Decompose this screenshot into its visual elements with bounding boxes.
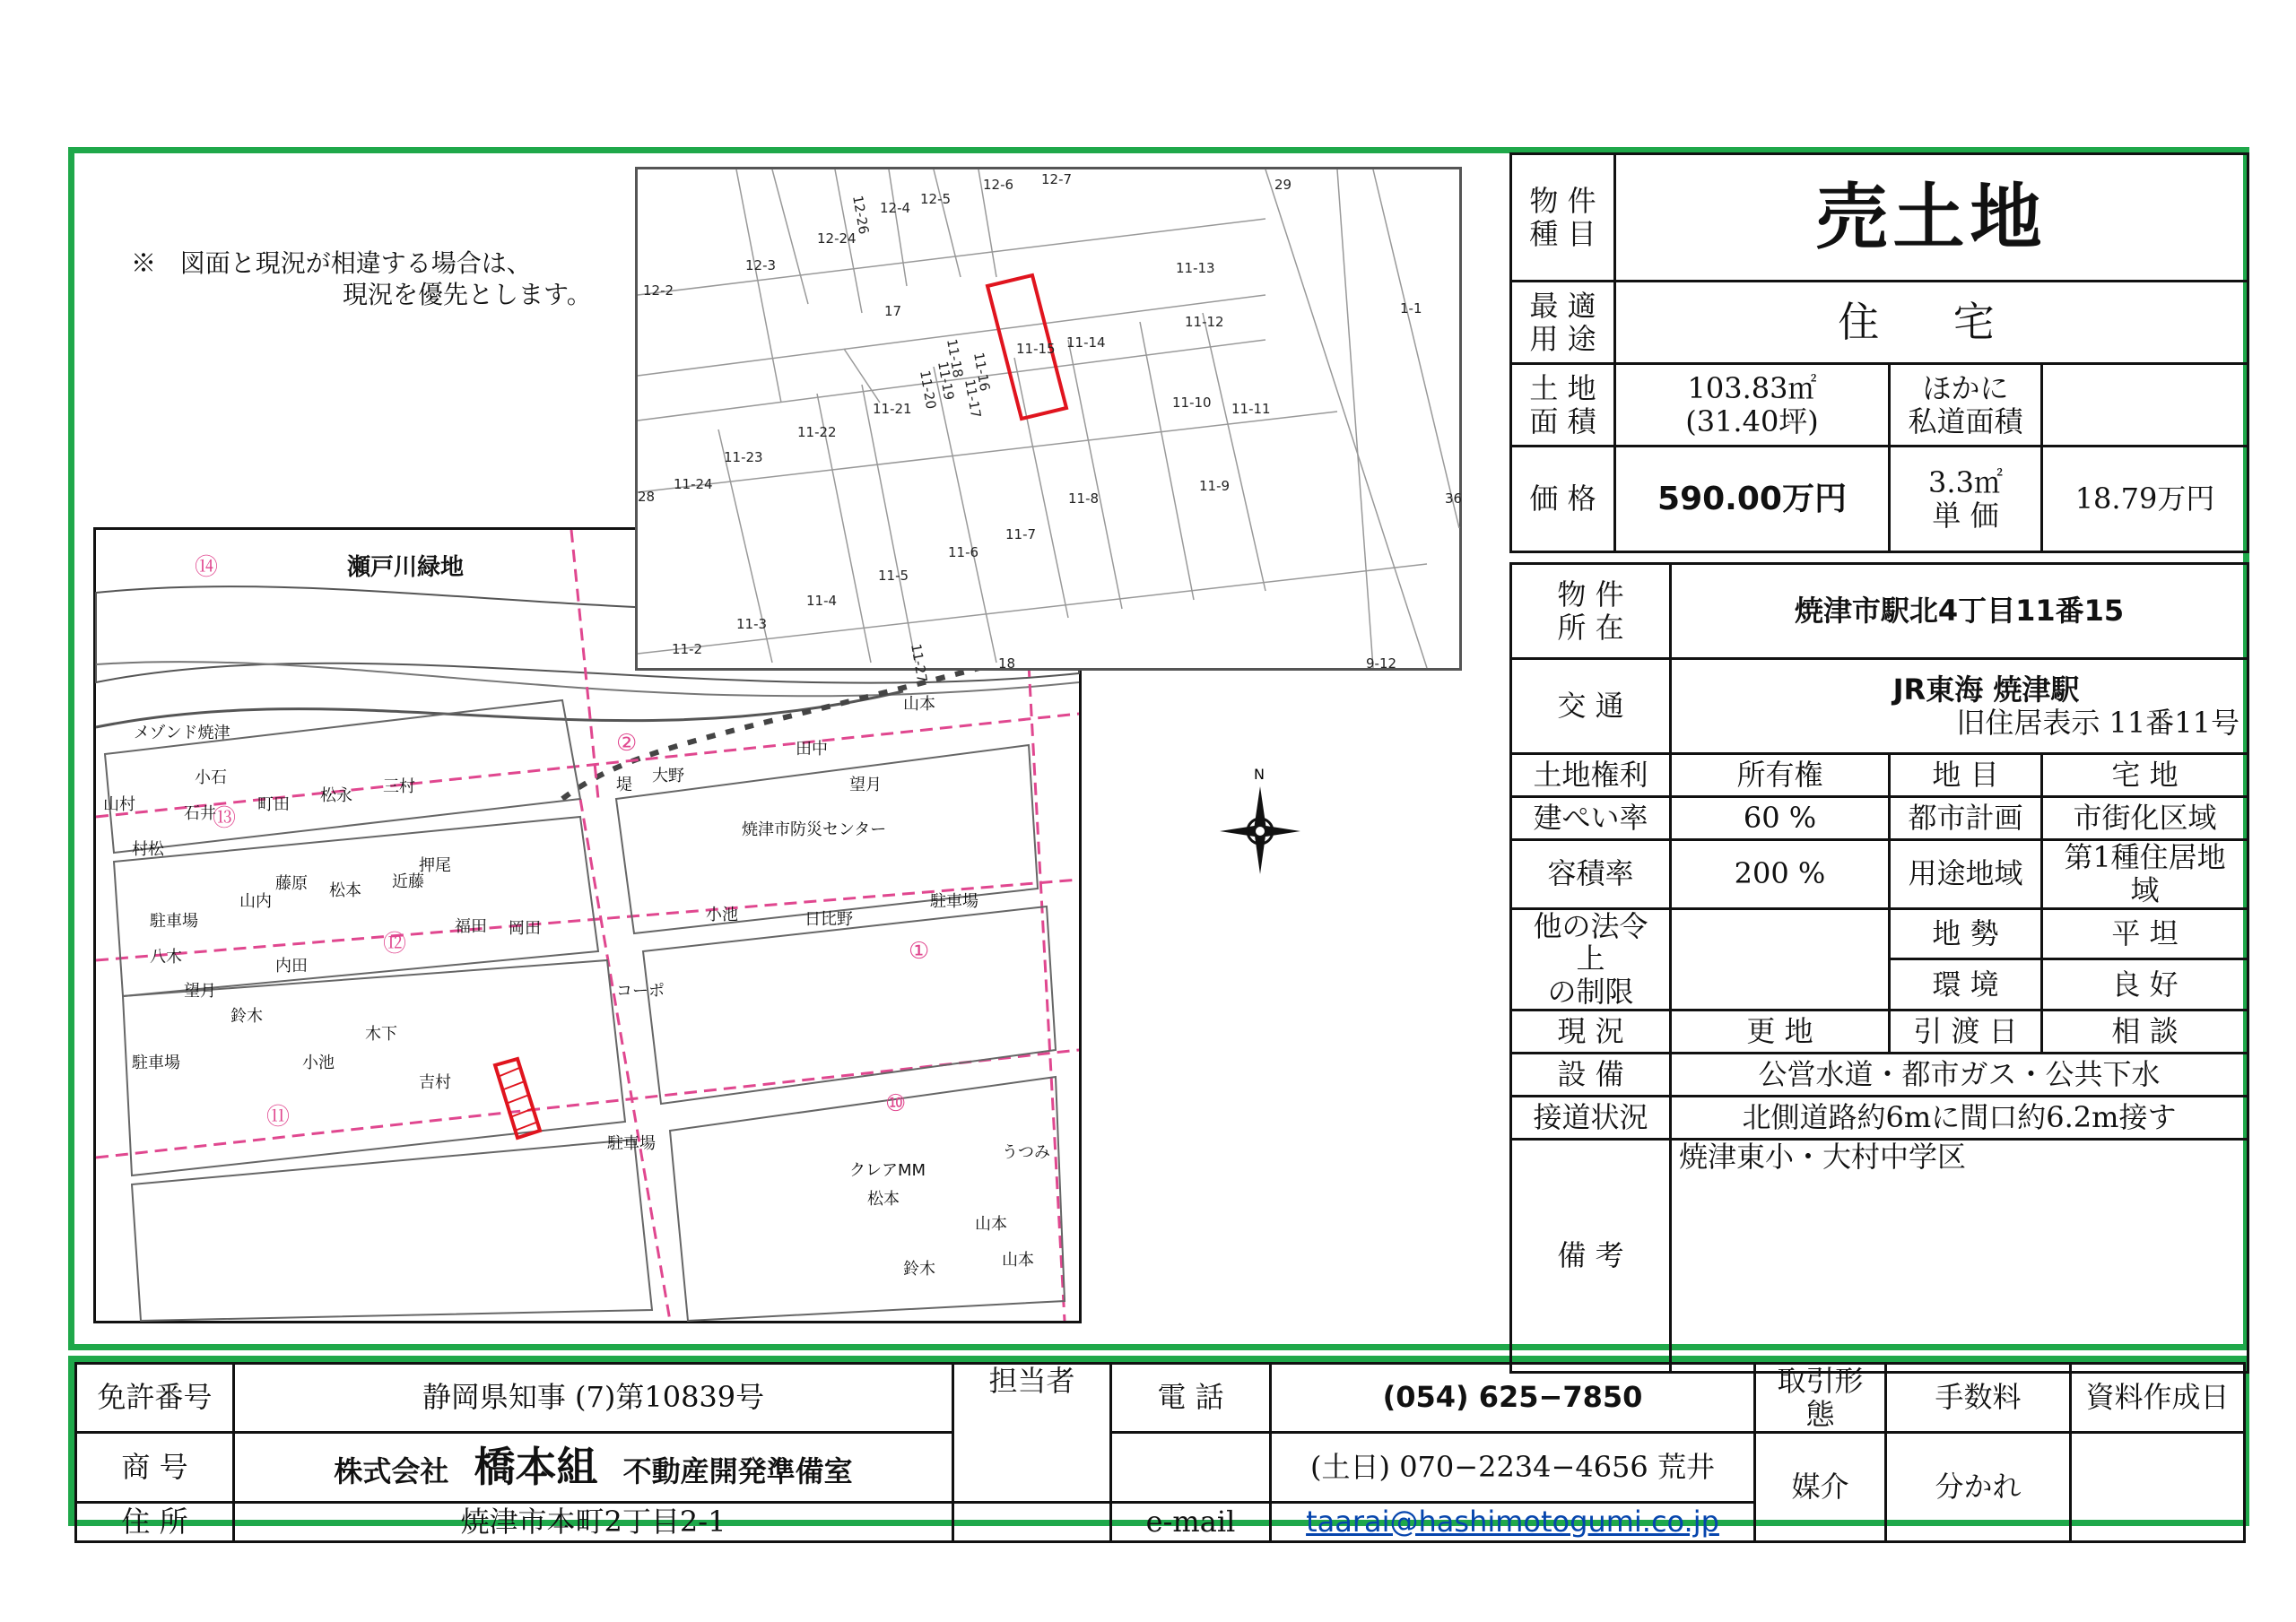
map-label: 小池 [302,1054,335,1072]
lot-number: 12-4 [880,200,911,216]
tel-value: (054) 625−7850 [1271,1364,1755,1433]
road-value: 北側道路約6mに間口約6.2m接す [1671,1096,2248,1139]
company-label: 商 号 [76,1432,234,1502]
old-address: 旧住居表示 11番11号 [1956,705,2239,740]
map-label: 山本 [903,695,935,714]
lot-number: 12-24 [817,230,857,247]
map-label: 近藤 [392,872,424,891]
footer [74,1362,2243,1539]
map-label: 松本 [867,1190,900,1209]
block-number: ⑬ [213,805,237,832]
note-mark: ※ [131,248,157,278]
map-label: 石井 [184,804,216,823]
lot-number: 29 [1274,177,1292,193]
land-right-value: 所有権 [1671,754,1890,797]
fee-value: 分かれ [1886,1432,2071,1541]
green-label: 瀬戸川緑地 [347,554,465,581]
trade-value: 媒介 [1755,1432,1886,1541]
company-suffix: 不動産開発準備室 [622,1453,853,1488]
map-label: 松本 [329,881,361,900]
license-label: 免許番号 [76,1364,234,1433]
lot-number: 11-27 [908,642,931,684]
block-number: ⑭ [195,554,219,581]
property-info [1509,152,2247,1345]
block-number: ② [616,730,638,757]
zoning-label: 用途地域 [1890,840,2042,909]
lot-number: 12-6 [983,177,1014,193]
status-value: 更 地 [1671,1010,1890,1053]
lot-number: 12-5 [920,191,952,207]
map-label: 八木 [150,948,182,967]
facility-label: 設 備 [1511,1053,1671,1096]
map-label: 駐車場 [607,1134,656,1153]
lot-number: 11-18 [944,337,967,379]
lot-number: 11-7 [1005,526,1037,542]
lot-number: 11-20 [917,369,940,411]
map-label: 吉村 [419,1073,451,1092]
lot-number: 11-10 [1172,395,1212,411]
land-category-value: 宅 地 [2042,754,2248,797]
address-label: 住 所 [76,1502,234,1541]
far-label: 容積率 [1511,840,1671,909]
map-label: 堤 [616,776,632,794]
map-label: 大野 [652,767,684,785]
remarks-label: 備 考 [1511,1139,1671,1372]
block-number: ⑪ [266,1104,291,1131]
fee-label: 手数料 [1886,1364,2071,1433]
traffic-value: JR東海 焼津駅 [1892,672,2080,707]
staff-value [953,1502,1111,1541]
email-label: e-mail [1111,1502,1271,1541]
lot-number: 11-21 [873,401,912,417]
map-label: 山本 [1002,1251,1034,1270]
city-plan-label: 都市計画 [1890,797,2042,840]
type-label: 物 件 種 目 [1511,154,1615,282]
lot-number: 12-3 [745,257,777,273]
lot-number: 9-12 [1366,655,1397,672]
map-label: 望月 [184,982,216,1001]
address-value: 焼津市本町2丁目2-1 [234,1502,953,1541]
map-label: 焼津市防災センター [742,820,887,839]
lot-number: 18 [998,655,1016,672]
map-label: 押尾 [419,856,451,875]
lot-number: 12-2 [643,282,674,299]
lot-number: 11-17 [961,377,985,420]
facility-value: 公営水道・都市ガス・公共下水 [1671,1053,2248,1096]
map-label: 駐車場 [930,892,978,911]
zoning-value: 第1種住居地域 [2042,840,2248,909]
map-label: 村松 [132,840,164,859]
location-value: 焼津市駅北4丁目11番15 [1671,564,2248,659]
land-right-label: 土地権利 [1511,754,1671,797]
traffic-label: 交 通 [1511,659,1671,754]
company-prefix: 株式会社 [334,1453,449,1488]
private-road-label: ほかに 私道面積 [1890,364,2042,447]
coverage-label: 建ぺい率 [1511,797,1671,840]
map-label: 駐車場 [132,1054,180,1072]
unit-price-value: 18.79万円 [2042,447,2248,552]
map-label: 望月 [849,776,882,794]
land-category-label: 地 目 [1890,754,2042,797]
note-line1: 図面と現況が相違する場合は、 [179,248,532,278]
map-label: メゾンド焼津 [134,724,230,742]
map-label: 山内 [239,892,272,911]
map-label: 小池 [706,906,738,924]
use-value: 住 宅 [1615,282,2248,364]
map-label: 福田 [455,917,487,936]
map-label: 三村 [383,777,415,796]
map-label: 鈴木 [903,1260,935,1279]
lot-number: 11-14 [1066,334,1106,351]
lot-number: 11-13 [1176,260,1215,276]
staff-label: 担当者 [953,1364,1111,1503]
lot-number: 11-9 [1199,478,1231,494]
company-name: 橋本組 [474,1442,598,1491]
coverage-value: 60 % [1671,797,1890,840]
traffic-cell [1671,659,2248,754]
lot-number: 28 [638,489,656,505]
map-label: うつみ [1002,1143,1050,1162]
lot-number: 11-12 [1185,314,1224,330]
other-law-value [1671,908,1890,1010]
compass-north: N [1254,766,1265,783]
lot-number: 11-8 [1068,490,1100,507]
map-label: 岡田 [509,919,541,938]
price-value: 590.00万円 [1615,447,1890,552]
lot-number: 11-3 [736,616,768,632]
map-label: コーポ [616,982,665,1001]
block-number: ⑫ [383,931,407,958]
lot-number: 36 [1445,490,1463,507]
date-label: 資料作成日 [2071,1364,2245,1433]
map-label: 小石 [195,768,227,787]
map-label: 松永 [320,786,352,805]
topography-value: 平 坦 [2042,908,2248,959]
unit-price-label: 3.3㎡ 単 価 [1890,447,2042,552]
lot-number: 11-24 [674,476,713,492]
lot-number: 12-7 [1041,171,1073,187]
tel-label: 電 話 [1111,1364,1271,1433]
map-label: 日比野 [804,910,853,929]
map-label: クレアMM [849,1161,926,1180]
block-number: ① [909,938,930,965]
lot-number: 11-19 [935,360,958,402]
private-road-value [2042,364,2248,447]
info-table-top [1509,152,2249,553]
lot-number: 11-16 [970,351,994,393]
topography-label: 地 勢 [1890,908,2042,959]
map-label: 藤原 [275,874,308,893]
remarks-value: 焼津東小・大村中学区 [1671,1139,2248,1372]
handover-value: 相 談 [2042,1010,2248,1053]
info-table-bottom [1509,562,2249,1374]
map-label: 山本 [975,1215,1007,1234]
map-label: 山村 [103,795,135,814]
map-label: 鈴木 [230,1007,263,1026]
handover-label: 引 渡 日 [1890,1010,2042,1053]
company-cell [234,1432,953,1502]
date-value [2071,1432,2245,1541]
compass [1220,767,1300,883]
map-label: 内田 [275,957,308,976]
lot-number: 11-11 [1231,401,1271,417]
city-plan-value: 市街化区域 [2042,797,2248,840]
disclaimer-note [131,247,633,310]
note-line2: 現況を優先とします。 [343,280,592,309]
email-link[interactable]: taarai@hashimotogumi.co.jp [1306,1504,1719,1539]
lot-number: 11-6 [948,544,979,560]
lot-number: 12-26 [849,194,873,236]
map-label: 駐車場 [150,912,198,931]
map-label: 町田 [257,795,290,814]
area-value: 103.83㎡ (31.40坪) [1615,364,1890,447]
license-value: 静岡県知事 (7)第10839号 [234,1364,953,1433]
footer-table [74,1362,2246,1543]
email-cell [1271,1502,1755,1541]
type-value: 売土地 [1615,154,2248,282]
trade-label: 取引形態 [1755,1364,1886,1433]
lot-number: 11-5 [878,568,909,584]
lot-number: 11-22 [797,424,837,440]
environment-label: 環 境 [1890,959,2042,1010]
map-label: 木下 [365,1025,397,1044]
lot-number: 1-1 [1400,300,1422,317]
price-label: 価 格 [1511,447,1615,552]
location-label: 物 件 所 在 [1511,564,1671,659]
lot-number: 17 [884,303,902,319]
detail-map [635,167,1463,684]
road-label: 接道状況 [1511,1096,1671,1139]
far-value: 200 % [1671,840,1890,909]
status-label: 現 況 [1511,1010,1671,1053]
tel-blank [1111,1432,1271,1502]
map-label: 田中 [796,740,828,759]
use-label: 最 適 用 途 [1511,282,1615,364]
block-number: ⑩ [885,1090,907,1117]
lot-number: 11-15 [1016,341,1056,357]
lot-number: 11-23 [724,449,763,465]
weekend-tel: (土日) 070−2234−4656 荒井 [1271,1432,1755,1502]
area-label: 土 地 面 積 [1511,364,1615,447]
other-law-label: 他の法令上 の制限 [1511,908,1671,1010]
lot-number: 11-2 [672,641,703,657]
lot-number: 11-4 [806,593,838,609]
environment-value: 良 好 [2042,959,2248,1010]
